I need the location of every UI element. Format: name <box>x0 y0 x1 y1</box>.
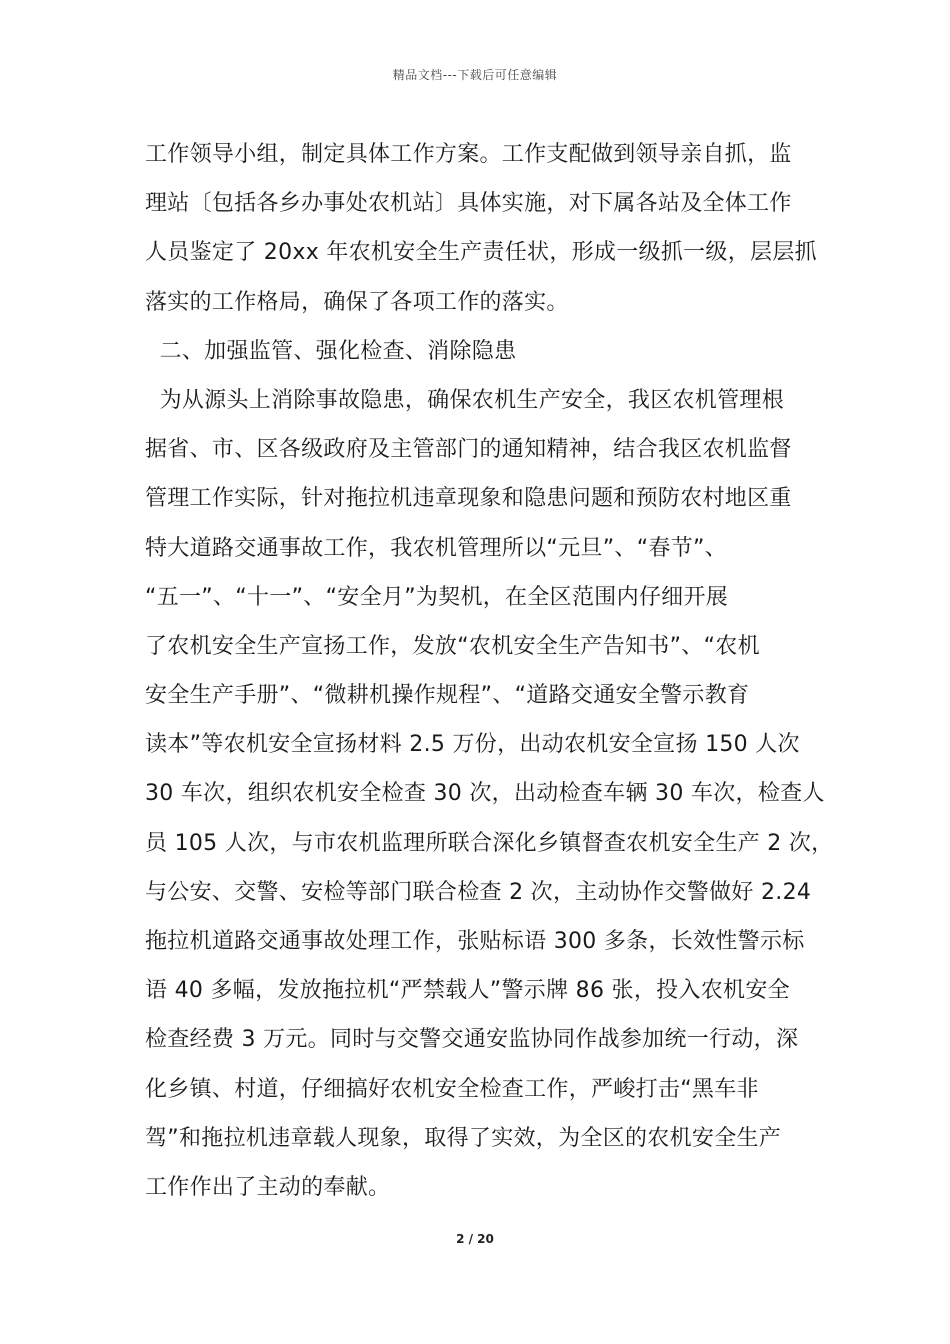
text-line: 了农机安全生产宣扬工作，发放“农机安全生产告知书”、“农机 <box>145 633 760 659</box>
text-line: 特大道路交通事故工作，我农机管理所以“元旦”、“春节”、 <box>145 535 727 561</box>
page-number: 2 / 20 <box>456 1232 494 1246</box>
text-line: 30 车次，组织农机安全检查 30 次，出动检查车辆 30 车次，检查人 <box>145 781 825 807</box>
text-line: 据省、市、区各级政府及主管部门的通知精神，结合我区农机监督 <box>145 437 792 463</box>
document-body <box>145 130 834 1212</box>
page-header: 精品文档---下载后可任意编辑 <box>392 68 558 82</box>
text-line: 工作领导小组，制定具体工作方案。工作支配做到领导亲自抓，监 <box>145 142 792 167</box>
text-line: 为从源头上消除事故隐患，确保农机生产安全，我区农机管理根 <box>145 387 784 413</box>
text-line: 读本”等农机安全宣扬材料 2.5 万份，出动农机安全宣扬 150 人次 <box>145 732 800 758</box>
text-line: 安全生产手册”、“微耕机操作规程”、“道路交通安全警示教育 <box>145 683 750 709</box>
text-line: 与公安、交警、安检等部门联合检查 2 次，主动协作交警做好 2.24 <box>145 879 812 905</box>
text-line: 拖拉机道路交通事故处理工作，张贴标语 300 多条，长效性警示标 <box>145 929 805 954</box>
text-line: 检查经费 3 万元。同时与交警交通安监协同作战参加统一行动，深 <box>145 1027 799 1053</box>
text-line: 语 40 多幅，发放拖拉机“严禁载人”警示牌 86 张，投入农机安全 <box>145 978 790 1004</box>
text-line: 落实的工作格局，确保了各项工作的落实。 <box>145 289 569 315</box>
text-line: 理站〔包括各乡办事处农机站〕具体实施，对下属各站及全体工作 <box>145 191 792 217</box>
text-line: “五一”、“十一”、“安全月”为契机，在全区范围内仔细开展 <box>145 584 729 610</box>
text-line: 管理工作实际，针对拖拉机违章现象和隐患问题和预防农村地区重 <box>145 486 792 512</box>
section-heading: 二、加强监管、强化检查、消除隐患 <box>145 338 517 364</box>
text-line: 员 105 人次，与市农机监理所联合深化乡镇督查农机安全生产 2 次， <box>145 830 834 856</box>
text-line: 工作作出了主动的奉献。 <box>145 1174 391 1200</box>
text-line: 驾”和拖拉机违章载人现象，取得了实效，为全区的农机安全生产 <box>145 1125 782 1151</box>
text-line: 人员鉴定了 20xx 年农机安全生产责任状，形成一级抓一级，层层抓 <box>145 240 817 266</box>
text-line: 化乡镇、村道，仔细搞好农机安全检查工作，严峻打击“黑车非 <box>145 1076 759 1102</box>
